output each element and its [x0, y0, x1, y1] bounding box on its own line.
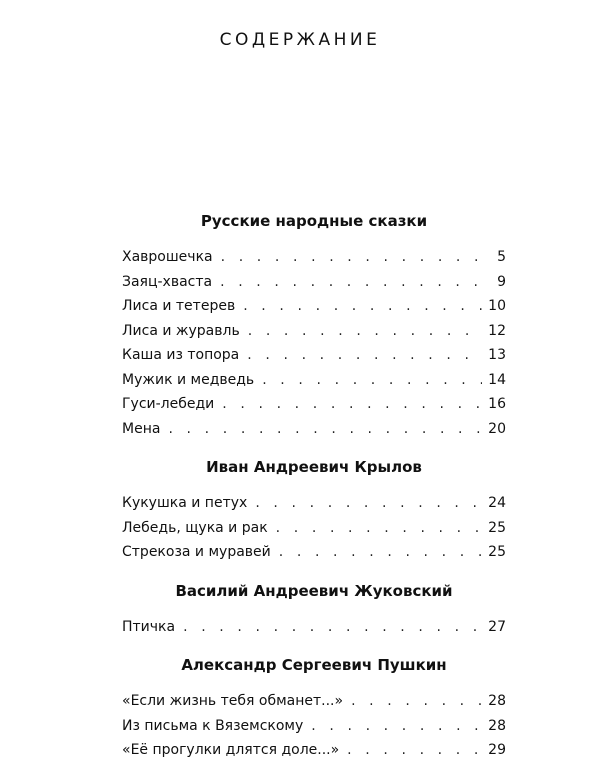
toc-entry	[122, 417, 506, 442]
entry-page-number: 20	[488, 420, 506, 437]
entry-page-number: 10	[488, 298, 506, 314]
toc-entry	[122, 714, 506, 739]
dot-leader	[276, 516, 482, 541]
entry-title: Хаврошечка	[122, 249, 213, 265]
dot-leader	[248, 319, 482, 344]
dot-leader	[255, 491, 482, 516]
dot-leader	[279, 540, 482, 565]
toc-section-zhukovsky	[122, 581, 506, 640]
entry-page-number: 27	[488, 618, 506, 635]
dot-leader	[247, 343, 482, 368]
entry-page-number: 13	[488, 347, 506, 363]
dot-leader	[351, 689, 482, 714]
entry-page-number: 29	[488, 742, 506, 758]
entry-page-number: 16	[488, 396, 506, 412]
dot-leader	[243, 294, 482, 319]
dot-leader	[220, 270, 482, 295]
entry-title: Гуси-лебеди	[122, 396, 215, 412]
entry-page-number: 28	[488, 693, 506, 709]
entry-title: Лиса и тетерев	[122, 298, 236, 314]
toc-entry	[122, 392, 506, 417]
entry-title: «Её прогулки длятся доле...»	[122, 742, 340, 758]
dot-leader	[221, 245, 482, 270]
entry-title: Лебедь, щука и рак	[122, 519, 268, 536]
entry-title: Мена	[122, 420, 161, 437]
toc-entry	[122, 343, 506, 368]
entry-title: Заяц-хваста	[122, 273, 213, 290]
toc-entry	[122, 368, 506, 393]
entry-page-number: 24	[488, 495, 506, 511]
dot-leader	[262, 368, 482, 393]
toc-entry	[122, 689, 506, 714]
entry-page-number: 9	[497, 273, 506, 290]
toc-entry	[122, 615, 506, 640]
entry-title: «Если жизнь тебя обманет...»	[122, 693, 344, 709]
table-of-contents	[122, 211, 506, 779]
entry-title: Каша из топора	[122, 347, 240, 363]
toc-section-pushkin	[122, 655, 506, 763]
toc-entry	[122, 516, 506, 541]
entry-title: Птичка	[122, 618, 176, 635]
entry-title: Кукушка и петух	[122, 495, 248, 511]
toc-entry	[122, 319, 506, 344]
section-heading: Русские народные сказки	[200, 212, 428, 230]
entry-title: Лиса и журавль	[122, 322, 240, 339]
entry-page-number: 28	[488, 717, 506, 734]
entry-title: Стрекоза и муравей	[122, 544, 271, 560]
toc-entry	[122, 294, 506, 319]
dot-leader	[347, 738, 482, 763]
dot-leader	[183, 615, 482, 640]
toc-entry	[122, 491, 506, 516]
toc-entry	[122, 540, 506, 565]
page-title: СОДЕРЖАНИЕ	[219, 30, 381, 50]
toc-entry	[122, 270, 506, 295]
entry-page-number: 25	[488, 544, 506, 560]
section-heading: Александр Сергеевич Пушкин	[181, 656, 447, 674]
section-heading: Василий Андреевич Жуковский	[175, 581, 453, 600]
entry-title: Мужик и медведь	[122, 371, 255, 388]
toc-entry	[122, 245, 506, 270]
section-heading: Иван Андреевич Крылов	[206, 458, 422, 476]
entry-page-number: 25	[488, 519, 506, 536]
entry-title: Из письма к Вяземскому	[122, 717, 304, 734]
dot-leader	[311, 714, 482, 739]
dot-leader	[168, 417, 482, 442]
entry-page-number: 5	[497, 249, 506, 265]
entry-page-number: 14	[488, 371, 506, 388]
toc-section-krylov	[122, 457, 506, 565]
entry-page-number: 12	[488, 322, 506, 339]
toc-entry	[122, 738, 506, 763]
toc-section-folk-tales	[122, 211, 506, 441]
dot-leader	[222, 392, 482, 417]
